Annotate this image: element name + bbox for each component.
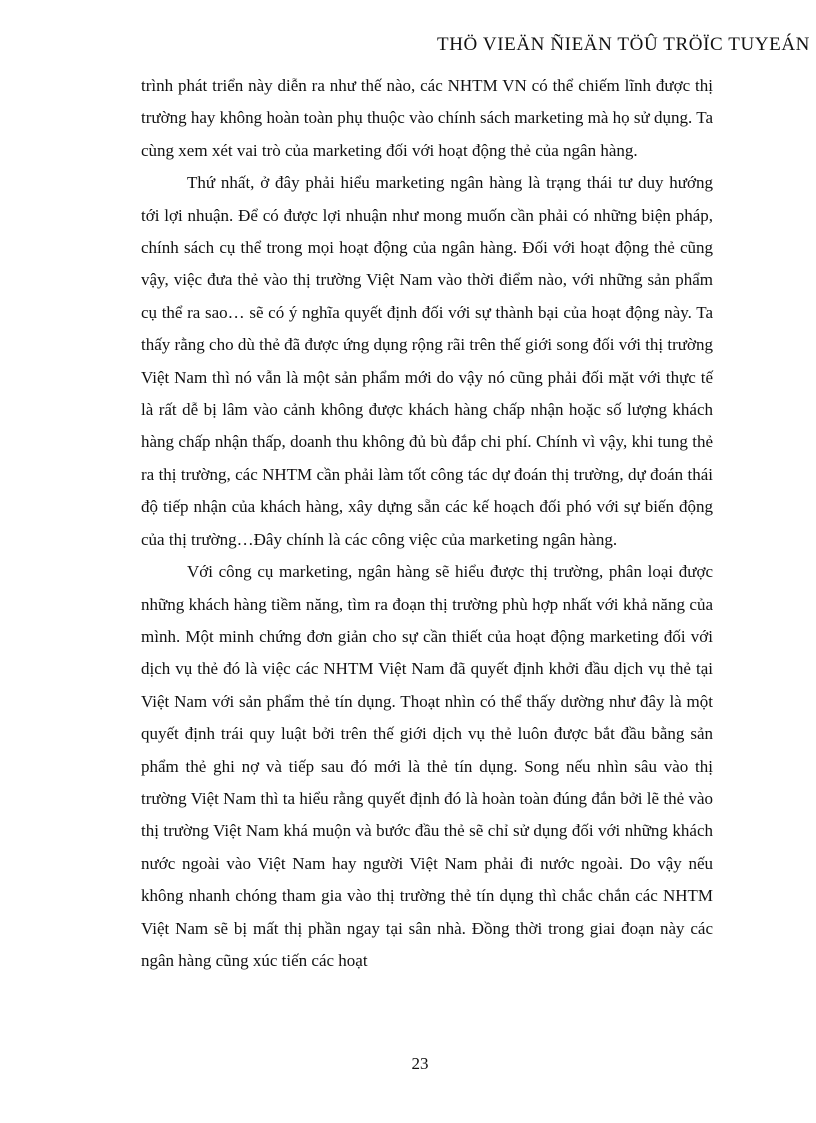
- page-number: 23: [411, 1054, 429, 1073]
- body-paragraph-3: Với công cụ marketing, ngân hàng sẽ hiểu được thị trường, phân loại được những khách hàng tiềm năng, tìm ra đoạn thị trường phù hợp nhất với khả năng của mình. Một minh chứng đơn giản cho sự cần thiết của hoạt động marketing đối với dịch vụ thẻ đó là việc các NHTM Việt Nam đã quyết định khởi đầu dịch vụ thẻ tại Việt Nam với sản phẩm thẻ tín dụng. Thoạt nhìn có thể thấy dường như đây là một quyết định trái quy luật bởi trên thế giới dịch vụ thẻ luôn được bắt đầu bằng sản phẩm thẻ ghi nợ và tiếp sau đó mới là thẻ tín dụng. Song nếu nhìn sâu vào thị trường Việt Nam thì ta hiểu rằng quyết định đó là hoàn toàn đúng đắn bởi lẽ thẻ vào thị trường Việt Nam khá muộn và bước đầu thẻ sẽ chỉ sử dụng đối với những khách nước ngoài vào Việt Nam hay người Việt Nam phải đi nước ngoài. Do vậy nếu không nhanh chóng tham gia vào thị trường thẻ tín dụng thì chắc chắn các NHTM Việt Nam sẽ bị mất thị phần ngay tại sân nhà. Đồng thời trong giai đoạn này các ngân hàng cũng xúc tiến các hoạt: [141, 562, 713, 970]
- body-paragraph-2: Thứ nhất, ở đây phải hiểu marketing ngân hàng là trạng thái tư duy hướng tới lợi nhuận. Để có được lợi nhuận như mong muốn cần phải có những biện pháp, chính sách cụ thể trong mọi hoạt động của ngân hàng. Đối với hoạt động thẻ cũng vậy, việc đưa thẻ vào thị trường Việt Nam vào thời điểm nào, với những sản phẩm cụ thể ra sao… sẽ có ý nghĩa quyết định đối với sự thành bại của hoạt động này. Ta thấy rằng cho dù thẻ đã được ứng dụng rộng rãi trên thế giới song đối với thị trường Việt Nam thì nó vẫn là một sản phẩm mới do vậy nó cũng phải đối mặt với thực tế là rất dễ bị lâm vào cảnh không được khách hàng chấp nhận hoặc số lượng khách hàng chấp nhận thấp, doanh thu không đủ bù đắp chi phí. Chính vì vậy, khi tung thẻ ra thị trường, các NHTM cần phải làm tốt công tác dự đoán thị trường, dự đoán thái độ tiếp nhận của khách hàng, xây dựng sẵn các kế hoạch đối phó với sự biến động của thị trường…Đây chính là các công việc của marketing ngân hàng.: [141, 173, 713, 549]
- document-body: [141, 70, 713, 977]
- page-header-title: THÖ VIEÄN ÑIEÄN TÖÛ TRÖÏC TUYEÁN: [437, 34, 810, 55]
- body-paragraph-1: trình phát triển này diễn ra như thế nào, các NHTM VN có thể chiếm lĩnh được thị trường hay không hoàn toàn phụ thuộc vào chính sách marketing mà họ sử dụng. Ta cùng xem xét vai trò của marketing đối với hoạt động thẻ của ngân hàng.: [141, 76, 713, 160]
